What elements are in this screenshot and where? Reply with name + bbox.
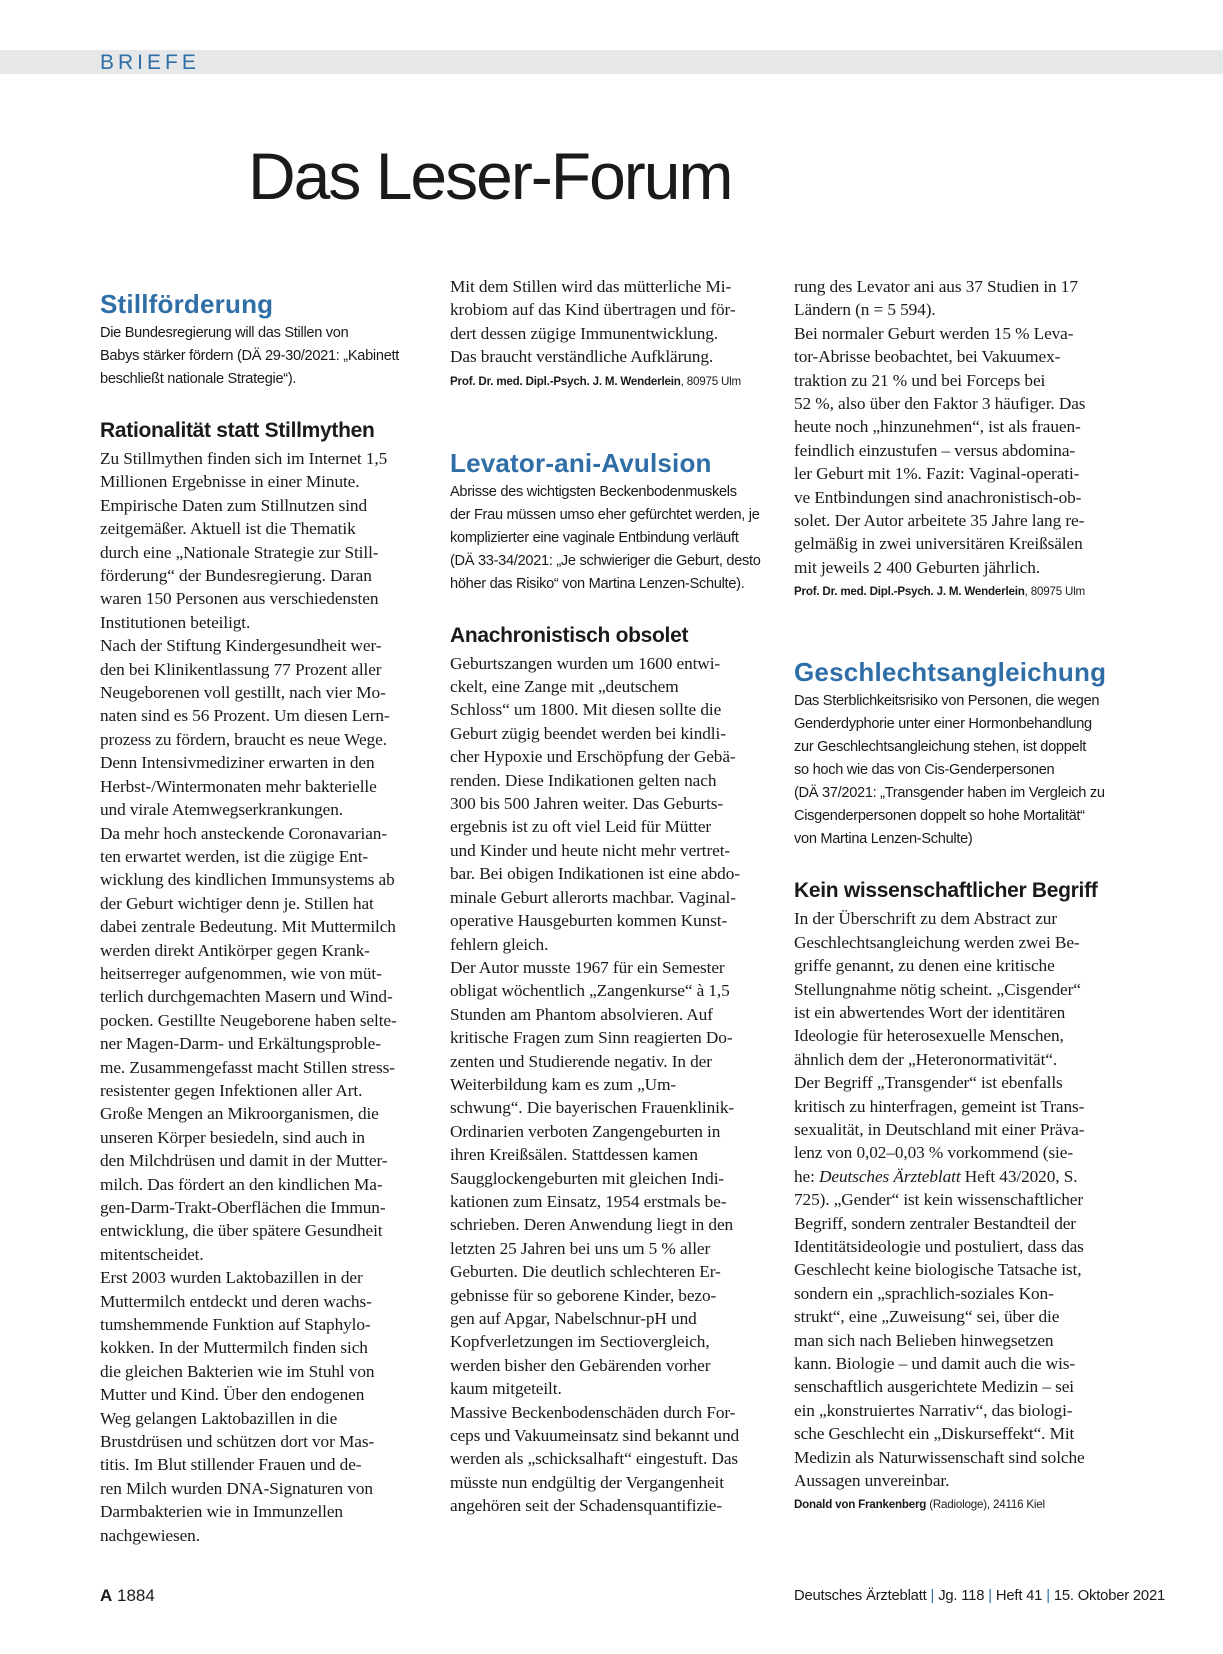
text-line: der Frau müssen umso eher gefürchtet werden, je bbox=[450, 506, 760, 523]
text-line: müsste nun endgültig der Vergangenheit bbox=[450, 1472, 724, 1492]
text-line: kaum mitgeteilt. bbox=[450, 1379, 562, 1399]
text-line: rung des Levator ani aus 37 Studien in 17 bbox=[794, 277, 1078, 296]
column-3 bbox=[794, 277, 1124, 1515]
letter-signature bbox=[794, 582, 1124, 602]
text-line: Begriff, sondern zentraler Bestandteil der bbox=[794, 1213, 1076, 1233]
text-line: den bei Klinikentlassung 77 Prozent aller bbox=[100, 659, 382, 679]
text-line: sondern ein „sprachlich-soziales Kon- bbox=[794, 1283, 1054, 1303]
text-line: dert dessen zügige Immunentwicklung. bbox=[450, 323, 719, 343]
text-line: Ordinarien verboten Zangengeburten in bbox=[450, 1121, 721, 1141]
text-line: Brustdrüsen und schützen dort vor Mas- bbox=[100, 1432, 375, 1452]
text-line: ten erwartet werden, ist die zügige Ent- bbox=[100, 846, 369, 866]
text-line: und virale Atemwegserkrankungen. bbox=[100, 800, 343, 820]
text-line: sche Geschlecht ein „Diskurseffekt“. Mit bbox=[794, 1424, 1075, 1444]
page-number-value: 1884 bbox=[112, 1586, 155, 1605]
text-line: kritisch zu hinterfragen, gemeint ist Trans- bbox=[794, 1096, 1085, 1116]
text-line: Schloss“ um 1800. Mit diesen sollte die bbox=[450, 700, 722, 720]
text-line: kokken. In der Muttermilch finden sich bbox=[100, 1338, 368, 1358]
text-line: Geschlecht keine biologische Tatsache ist, bbox=[794, 1260, 1082, 1280]
letter-body bbox=[100, 447, 430, 1547]
text-line: Kopfverletzungen im Sectiovergleich, bbox=[450, 1332, 710, 1352]
text-line: schrieben. Deren Anwendung liegt in den bbox=[450, 1215, 734, 1235]
text-line: renden. Diese Indikationen gelten nach bbox=[450, 770, 717, 790]
text-line: Aussagen unvereinbar. bbox=[794, 1471, 950, 1491]
text-line: ein „konstruiertes Narrativ“, das biologi- bbox=[794, 1400, 1073, 1420]
text-line: und Kinder und heute nicht mehr vertret- bbox=[450, 840, 731, 860]
text-line: naten sind es 56 Prozent. Um diesen Lern- bbox=[100, 706, 390, 726]
text-line: kritische Fragen zum Sinn reagierten Do- bbox=[450, 1028, 733, 1048]
footer-volume: Jg. 118 bbox=[938, 1588, 985, 1604]
text-line: der Geburt wichtiger denn je. Stillen hat bbox=[100, 893, 374, 913]
text-line: heitserreger aufgenommen, wie von müt- bbox=[100, 963, 382, 983]
text-line: traktion zu 21 % und bei Forceps bei bbox=[794, 370, 1046, 390]
text-line: (DÄ 37/2021: „Transgender haben im Vergleich zu bbox=[794, 785, 1105, 802]
article-lead bbox=[450, 481, 780, 596]
text-line: ler Geburt mit 1%. Fazit: Vaginal-operati- bbox=[794, 464, 1080, 484]
text-line: Geburt zügig beendet werden bei kindli- bbox=[450, 723, 726, 743]
text-line: krobiom auf das Kind übertragen und för- bbox=[450, 300, 736, 320]
journal-footer bbox=[794, 1588, 1165, 1604]
citation-journal: Deutsches Ärzteblatt bbox=[819, 1166, 961, 1186]
text-line: In der Überschrift zu dem Abstract zur bbox=[794, 909, 1057, 929]
text-line: Ländern (n = 5 594). bbox=[794, 300, 936, 320]
text-line: mitentscheidet. bbox=[100, 1244, 204, 1264]
text-line: Zu Stillmythen finden sich im Internet 1,5 bbox=[100, 449, 388, 468]
text-line: werden bisher den Gebärenden vorher bbox=[450, 1355, 711, 1375]
letter-heading: Anachronistisch obsolet bbox=[450, 623, 689, 647]
text-line: dabei zentrale Bedeutung. Mit Muttermilch bbox=[100, 917, 396, 937]
text-line: höher das Risiko“ von Martina Lenzen-Schulte). bbox=[450, 575, 745, 592]
text-line: Genderdyphorie unter einer Hormonbehandlung bbox=[794, 716, 1092, 733]
text-line: (DÄ 33-34/2021: „Je schwieriger die Geburt, desto bbox=[450, 552, 761, 569]
text-line: ist ein abwertendes Wort der identitären bbox=[794, 1002, 1066, 1022]
text-line: die gleichen Bakterien wie im Stuhl von bbox=[100, 1361, 375, 1381]
text-line: ren Milch wurden DNA-Signaturen von bbox=[100, 1478, 373, 1498]
text-line: Das Sterblichkeitsrisiko von Personen, die wegen bbox=[794, 693, 1100, 710]
text-line: Geburten. Die deutlich schlechteren Er- bbox=[450, 1262, 721, 1282]
text-line: Nach der Stiftung Kindergesundheit wer- bbox=[100, 636, 382, 656]
text-line: Der Autor musste 1967 für ein Semester bbox=[450, 957, 725, 977]
page-number bbox=[100, 1586, 155, 1606]
text-line: ner Magen-Darm- und Erkältungsproble- bbox=[100, 1034, 381, 1054]
text-line: Ideologie für heterosexuelle Menschen, bbox=[794, 1026, 1064, 1046]
text-line: lenz von 0,02–0,03 % vorkommend (sie- bbox=[794, 1143, 1073, 1163]
text-line: zenten und Studierende negativ. In der bbox=[450, 1051, 712, 1071]
text-line: senschaftlich ausgerichtete Medizin – sei bbox=[794, 1377, 1074, 1397]
letter-body bbox=[450, 652, 780, 1518]
text-line: ihren Kreißsälen. Stattdessen kamen bbox=[450, 1145, 698, 1165]
text-line: Denn Intensivmediziner erwarten in den bbox=[100, 753, 375, 773]
text-line: resistenter gegen Infektionen aller Art. bbox=[100, 1080, 363, 1100]
footer-issue: Heft 41 bbox=[995, 1588, 1043, 1604]
text-line: obligat wöchentlich „Zangenkurse“ à 1,5 bbox=[450, 981, 730, 1001]
section-label: BRIEFE bbox=[100, 51, 200, 74]
text-line: Stunden am Phantom absolvieren. Auf bbox=[450, 1004, 713, 1024]
text-line: man sich nach Belieben hinwegsetzen bbox=[794, 1330, 1054, 1350]
text-line: nachgewiesen. bbox=[100, 1525, 200, 1545]
page-prefix: A bbox=[100, 1586, 113, 1605]
column-2 bbox=[450, 277, 780, 1518]
letter-body-part-a bbox=[794, 907, 1124, 1164]
text-line: milch. Das fördert an den kindlichen Ma- bbox=[100, 1174, 383, 1194]
text-line: Massive Beckenbodenschäden durch For- bbox=[450, 1402, 736, 1422]
text-line: durch eine „Nationale Strategie zur Still- bbox=[100, 542, 379, 562]
article-lead bbox=[100, 322, 430, 391]
text-line: Herbst-/Wintermonaten mehr bakterielle bbox=[100, 776, 377, 796]
article-heading-geschlechtsangleichung: Geschlechtsangleichung bbox=[794, 657, 1107, 688]
letter-body-continued bbox=[450, 275, 780, 369]
text-line: Darmbakterien wie in Immunzellen bbox=[100, 1502, 343, 1522]
text-line: förderung“ der Bundesregierung. Daran bbox=[100, 566, 372, 586]
text-line: 725). „Gender“ ist kein wissenschaftlicher bbox=[794, 1190, 1083, 1210]
footer-separator: | bbox=[988, 1588, 992, 1604]
text-line: operative Hausgeburten kommen Kunst- bbox=[450, 911, 728, 931]
signature-place: , 80975 Ulm bbox=[680, 374, 741, 388]
text-line: angehören seit der Schadensquantifizie- bbox=[450, 1496, 723, 1516]
text-line: den Milchdrüsen und damit in der Mutter- bbox=[100, 1151, 388, 1171]
signature-name: Prof. Dr. med. Dipl.-Psych. J. M. Wenderlein bbox=[450, 374, 681, 388]
text-line: tumshemmende Funktion auf Staphylo- bbox=[100, 1315, 371, 1335]
column-1 bbox=[100, 288, 430, 1547]
signature-name: Donald von Frankenberg bbox=[794, 1498, 927, 1512]
article-heading-stillfoerderung: Stillförderung bbox=[100, 289, 274, 319]
text-line: 300 bis 500 Jahren weiter. Das Geburts- bbox=[450, 794, 724, 814]
text-line: werden als „schicksalhaft“ eingestuft. Das bbox=[450, 1449, 739, 1469]
text-line: Geschlechtsangleichung werden zwei Be- bbox=[794, 932, 1080, 952]
text-line: strukt“, eine „Zuweisung“ sei, über die bbox=[794, 1307, 1060, 1327]
text-line: Der Begriff „Transgender“ ist ebenfalls bbox=[794, 1073, 1063, 1093]
signature-place: (Radiologe), 24116 Kiel bbox=[926, 1498, 1045, 1512]
text-line: sexualität, in Deutschland mit einer Präva- bbox=[794, 1119, 1085, 1139]
text-line: prozess zu fördern, braucht es neue Wege. bbox=[100, 729, 387, 749]
text-line: kann. Biologie – und damit auch die wis- bbox=[794, 1354, 1076, 1373]
text-line: gelmäßig in zwei universitären Kreißsälen bbox=[794, 534, 1083, 554]
text-line: 52 %, also über den Faktor 3 häufiger. Das bbox=[794, 394, 1086, 414]
text-line: Da mehr hoch ansteckende Coronavarian- bbox=[100, 823, 387, 843]
text-line: Mutter und Kind. Über den endogenen bbox=[100, 1385, 365, 1405]
letter-heading: Kein wissenschaftlicher Begriff bbox=[794, 879, 1098, 903]
text-line: Cisgenderpersonen doppelt so hohe Mortalität“ bbox=[794, 808, 1085, 825]
text-line: Institutionen beteiligt. bbox=[100, 612, 251, 632]
text-line: griffe genannt, zu denen eine kritische bbox=[794, 956, 1055, 976]
footer-separator: | bbox=[930, 1588, 935, 1604]
signature-place: , 80975 Ulm bbox=[1024, 585, 1085, 599]
text-line: ckelt, eine Zange mit „deutschem bbox=[450, 677, 679, 697]
letter-body-part-b bbox=[794, 1188, 1124, 1492]
text-line: so hoch wie das von Cis-Genderpersonen bbox=[794, 762, 1055, 779]
text-line: Babys stärker fördern (DÄ 29-30/2021: „Kabinett bbox=[100, 348, 400, 364]
text-line: Erst 2003 wurden Laktobazillen in der bbox=[100, 1268, 363, 1288]
text-line: me. Zusammengefasst macht Stillen stress- bbox=[100, 1057, 395, 1077]
text-line: schwung“. Die bayerischen Frauenklinik- bbox=[450, 1098, 735, 1118]
signature-name: Prof. Dr. med. Dipl.-Psych. J. M. Wenderlein bbox=[794, 585, 1025, 599]
text-line: kationen zum Einsatz, 1954 erstmals be- bbox=[450, 1191, 727, 1211]
text-line: Bei normaler Geburt werden 15 % Leva- bbox=[794, 323, 1074, 343]
text-line: pocken. Gestillte Neugeborene haben selte- bbox=[100, 1010, 397, 1030]
text-line: zeitgemäßer. Aktuell ist die Thematik bbox=[100, 519, 356, 539]
text-line: Neugeborenen voll gestillt, nach vier Mo- bbox=[100, 683, 386, 703]
text-line: gen-Darm-Trakt-Oberflächen die Immun- bbox=[100, 1198, 386, 1217]
letter-signature bbox=[794, 1495, 1124, 1515]
text-line: Abrisse des wichtigsten Beckenbodenmuskels bbox=[450, 483, 737, 500]
text-line: Stellungnahme nötig scheint. „Cisgender“ bbox=[794, 979, 1081, 999]
letter-signature bbox=[450, 372, 780, 392]
text-line: gen auf Apgar, Nabelschnur-pH und bbox=[450, 1309, 697, 1328]
text-line: Mit dem Stillen wird das mütterliche Mi- bbox=[450, 277, 732, 296]
footer-date: 15. Oktober 2021 bbox=[1053, 1588, 1166, 1604]
text-line: ähnlich dem der „Heteronormativität“. bbox=[794, 1049, 1058, 1069]
text-line: mit jeweils 2 400 Geburten jährlich. bbox=[794, 557, 1040, 577]
text-line: Identitätsideologie und postuliert, dass das bbox=[794, 1236, 1084, 1256]
footer-journal: Deutsches Ärzteblatt bbox=[794, 1588, 927, 1604]
text-line: wicklung des kindlichen Immunsystems ab bbox=[100, 870, 395, 890]
letter-body bbox=[794, 907, 1124, 1492]
text-line: Millionen Ergebnisse in einer Minute. bbox=[100, 472, 360, 492]
text-line: heute noch „hinzunehmen“, ist als frauen- bbox=[794, 417, 1081, 437]
text-line: entwicklung, die über spätere Gesundheit bbox=[100, 1221, 383, 1241]
text-line: zur Geschlechtsangleichung stehen, ist doppelt bbox=[794, 739, 1087, 756]
letter-heading: Rationalität statt Stillmythen bbox=[100, 419, 375, 442]
text-line: Die Bundesregierung will das Stillen von bbox=[100, 325, 349, 341]
citation-line bbox=[794, 1165, 1124, 1188]
text-line: solet. Der Autor arbeitete 35 Jahre lang re- bbox=[794, 511, 1085, 531]
text-line: gebnisse für so geborene Kinder, bezo- bbox=[450, 1285, 717, 1305]
text-line: terlich durchgemachten Masern und Wind- bbox=[100, 987, 393, 1007]
footer-separator: | bbox=[1046, 1588, 1050, 1604]
text-line: Muttermilch entdeckt und deren wachs- bbox=[100, 1291, 372, 1311]
text-line: ve Entbindungen sind anachronistisch-ob- bbox=[794, 487, 1082, 507]
text-line: von Martina Lenzen-Schulte) bbox=[794, 831, 973, 848]
text-line: Große Mengen an Mikroorganismen, die bbox=[100, 1104, 379, 1124]
text-line: minale Geburt allerorts machbar. Vaginal- bbox=[450, 887, 736, 907]
text-line: Saugglockengeburten mit gleichen Indi- bbox=[450, 1168, 725, 1188]
text-line: cher Hypoxie und Erschöpfung der Gebä- bbox=[450, 747, 736, 767]
text-line: titis. Im Blut stillender Frauen und de- bbox=[100, 1455, 362, 1475]
text-line: ergebnis ist zu oft viel Leid für Mütter bbox=[450, 817, 712, 837]
citation-prefix: he: bbox=[794, 1166, 820, 1186]
text-line: waren 150 Personen aus verschiedensten bbox=[100, 589, 379, 609]
text-line: Das braucht verständliche Aufklärung. bbox=[450, 347, 714, 367]
text-line: tor-Abrisse beobachtet, bei Vakuumex- bbox=[794, 347, 1061, 367]
text-line: bar. Bei obigen Indikationen ist eine abdo- bbox=[450, 864, 740, 884]
text-line: fehlern gleich. bbox=[450, 934, 549, 954]
page-title: Das Leser-Forum bbox=[248, 139, 732, 213]
article-lead bbox=[794, 690, 1124, 851]
text-line: werden direkt Antikörper gegen Krank- bbox=[100, 940, 370, 960]
text-line: beschließt nationale Strategie“). bbox=[100, 371, 297, 387]
text-line: unseren Körper besiedeln, sind auch in bbox=[100, 1127, 365, 1147]
text-line: letzten 25 Jahren bei uns um 5 % aller bbox=[450, 1238, 711, 1258]
citation-suffix: Heft 43/2020, S. bbox=[960, 1166, 1078, 1186]
text-line: feindlich einzustufen – versus abdomina- bbox=[794, 440, 1076, 460]
article-heading-levator: Levator-ani-Avulsion bbox=[450, 447, 712, 478]
text-line: komplizierter eine vaginale Entbindung verläuft bbox=[450, 529, 739, 546]
text-line: Medizin als Naturwissenschaft sind solche bbox=[794, 1447, 1085, 1467]
text-line: Geburtszangen wurden um 1600 entwi- bbox=[450, 653, 721, 673]
text-line: Empirische Daten zum Stillnutzen sind bbox=[100, 495, 367, 515]
text-line: ceps und Vakuumeinsatz sind bekannt und bbox=[450, 1426, 740, 1446]
letter-body-continued bbox=[794, 275, 1124, 579]
text-line: Weg gelangen Laktobazillen in die bbox=[100, 1408, 338, 1428]
text-line: Weiterbildung kam es zum „Um- bbox=[450, 1074, 677, 1094]
